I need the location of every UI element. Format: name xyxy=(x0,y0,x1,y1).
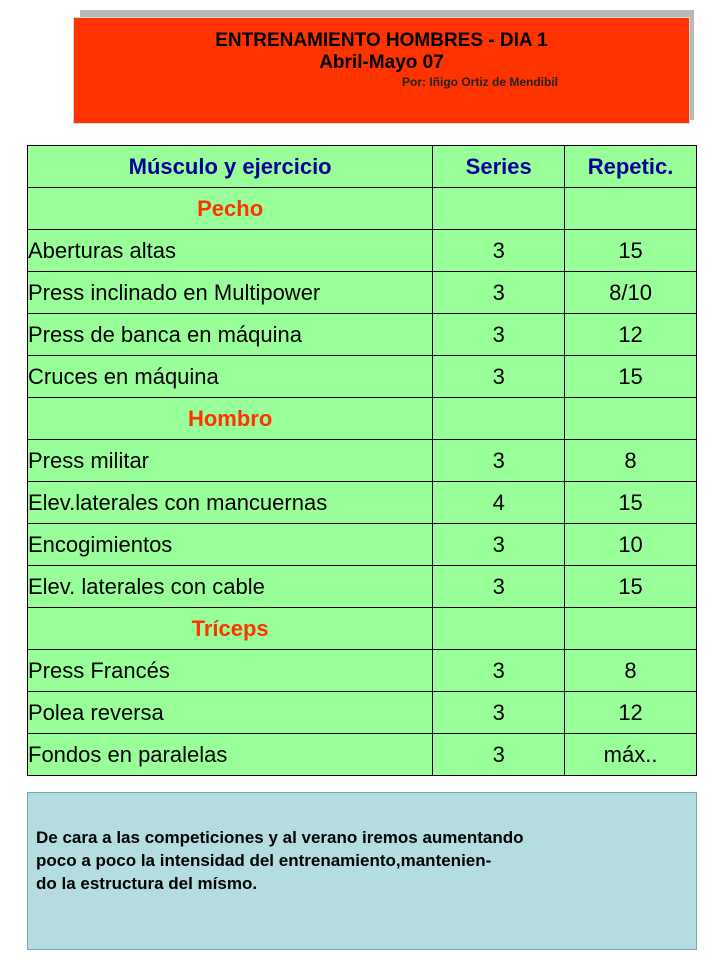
exercise-row xyxy=(28,482,697,524)
reps-count: 15 xyxy=(565,356,697,398)
muscle-group-name: Hombro xyxy=(28,398,433,440)
series-count: 3 xyxy=(433,566,565,608)
series-count: 3 xyxy=(433,524,565,566)
exercise-name: Fondos en paralelas xyxy=(28,734,433,776)
column-header-series: Series xyxy=(433,146,565,188)
exercise-row xyxy=(28,734,697,776)
exercise-row xyxy=(28,440,697,482)
series-count: 3 xyxy=(433,356,565,398)
muscle-group-name: Tríceps xyxy=(28,608,433,650)
series-count: 3 xyxy=(433,314,565,356)
reps-count: 10 xyxy=(565,524,697,566)
reps-count: máx.. xyxy=(565,734,697,776)
exercise-row xyxy=(28,314,697,356)
muscle-group-row xyxy=(28,608,697,650)
empty-cell xyxy=(433,398,565,440)
exercise-name: Press de banca en máquina xyxy=(28,314,433,356)
series-count: 3 xyxy=(433,272,565,314)
exercise-name: Polea reversa xyxy=(28,692,433,734)
empty-cell xyxy=(433,608,565,650)
series-count: 3 xyxy=(433,650,565,692)
empty-cell xyxy=(565,608,697,650)
exercise-name: Elev. laterales con cable xyxy=(28,566,433,608)
empty-cell xyxy=(433,188,565,230)
note-line: do la estructura del mísmo. xyxy=(36,874,258,893)
exercise-name: Press inclinado en Multipower xyxy=(28,272,433,314)
routine-table-body xyxy=(28,188,697,776)
exercise-name: Encogimientos xyxy=(28,524,433,566)
muscle-group-name: Pecho xyxy=(28,188,433,230)
reps-count: 12 xyxy=(565,314,697,356)
exercise-name: Press militar xyxy=(28,440,433,482)
exercise-row xyxy=(28,566,697,608)
series-count: 3 xyxy=(433,440,565,482)
reps-count: 15 xyxy=(565,566,697,608)
column-header-reps: Repetic. xyxy=(565,146,697,188)
exercise-name: Aberturas altas xyxy=(28,230,433,272)
table-header-row xyxy=(28,146,697,188)
exercise-name: Press Francés xyxy=(28,650,433,692)
reps-count: 8 xyxy=(565,650,697,692)
exercise-row xyxy=(28,650,697,692)
series-count: 3 xyxy=(433,692,565,734)
note-box xyxy=(27,792,697,950)
exercise-row xyxy=(28,272,697,314)
reps-count: 15 xyxy=(565,230,697,272)
exercise-row xyxy=(28,356,697,398)
reps-count: 12 xyxy=(565,692,697,734)
note-text xyxy=(36,826,524,895)
reps-count: 15 xyxy=(565,482,697,524)
exercise-row xyxy=(28,230,697,272)
muscle-group-row xyxy=(28,188,697,230)
routine-table xyxy=(27,145,697,776)
column-header-exercise: Músculo y ejercicio xyxy=(28,146,433,188)
exercise-name: Cruces en máquina xyxy=(28,356,433,398)
series-count: 3 xyxy=(433,230,565,272)
exercise-row xyxy=(28,524,697,566)
page-subtitle-dates: Abril-Mayo 07 xyxy=(319,52,444,73)
reps-count: 8 xyxy=(565,440,697,482)
note-line: De cara a las competiciones y al verano iremos aumentando xyxy=(36,828,524,847)
series-count: 3 xyxy=(433,734,565,776)
exercise-name: Elev.laterales con mancuernas xyxy=(28,482,433,524)
exercise-row xyxy=(28,692,697,734)
page-title: ENTRENAMIENTO HOMBRES - DIA 1 xyxy=(215,30,548,51)
title-banner xyxy=(73,17,690,124)
note-line: poco a poco la intensidad del entrenamiento,mantenien- xyxy=(36,851,492,870)
reps-count: 8/10 xyxy=(565,272,697,314)
author-credit: Por: Iñigo Ortiz de Mendibil xyxy=(402,75,558,89)
empty-cell xyxy=(565,188,697,230)
empty-cell xyxy=(565,398,697,440)
series-count: 4 xyxy=(433,482,565,524)
muscle-group-row xyxy=(28,398,697,440)
